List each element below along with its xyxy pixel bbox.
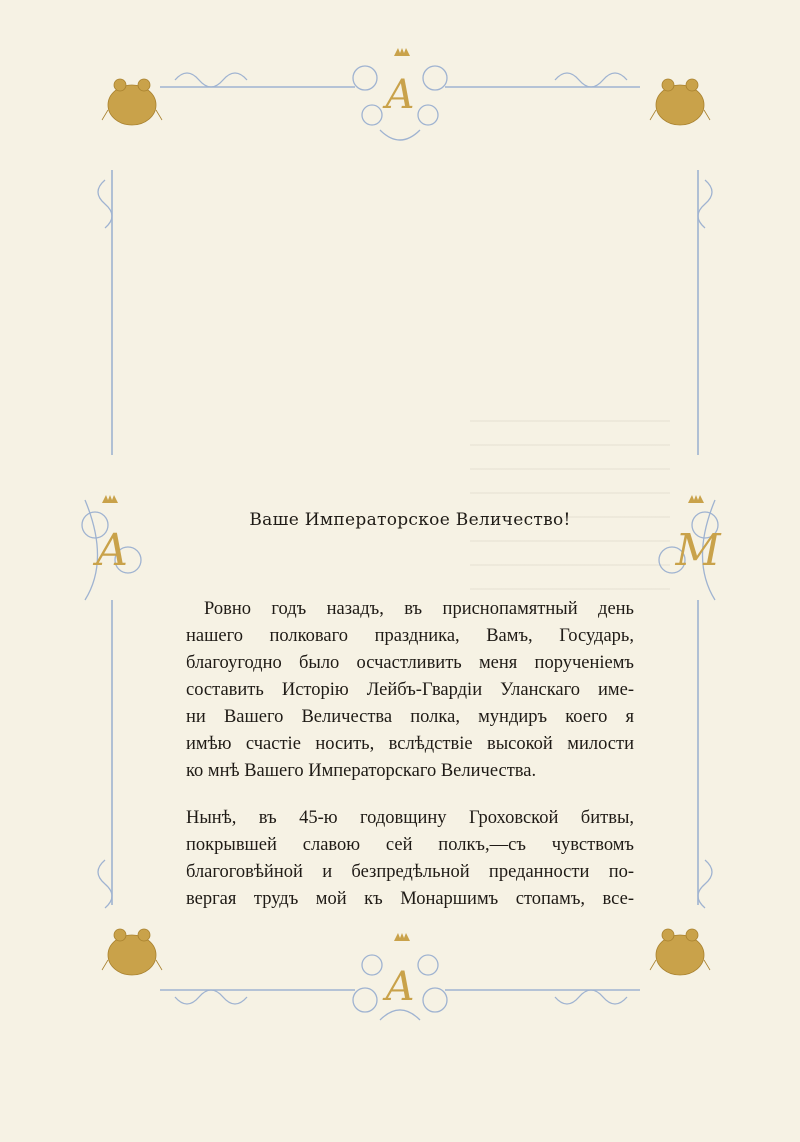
- salutation-heading: Ваше Императорское Величество!: [249, 510, 571, 530]
- text-line: Нынѣ, въ 45-ю годовщину Гроховской битвы,: [186, 808, 634, 828]
- text-line: имѣю счастіе носить, вслѣдствіе высокой милости: [186, 734, 634, 754]
- text-line: благоговѣйной и безпредѣльной преданности по-: [186, 862, 634, 882]
- double-headed-eagle-icon: [650, 929, 710, 975]
- text-line: ни Вашего Величества полка, мундиръ коего я: [186, 707, 634, 727]
- text-line: нашего полковаго праздника, Вамъ, Государь,: [186, 626, 634, 646]
- monogram-right: М: [675, 525, 721, 576]
- monogram-left: А: [95, 525, 129, 576]
- text-line: благоугодно было осчастливить меня порученіемъ: [186, 653, 634, 673]
- text-line: Ровно годъ назадъ, въ приснопамятный день: [204, 599, 634, 619]
- crown-icon: [394, 48, 410, 56]
- crown-icon: [102, 495, 118, 503]
- double-headed-eagle-icon: [102, 929, 162, 975]
- paragraph-1: [186, 596, 634, 785]
- paragraph-2: [186, 805, 634, 913]
- crown-icon: [394, 933, 410, 941]
- monogram-top: А: [384, 72, 416, 118]
- double-headed-eagle-icon: [650, 79, 710, 125]
- dedication-text: [186, 500, 634, 933]
- text-line: вергая трудъ мой къ Монаршимъ стопамъ, все-: [186, 889, 634, 909]
- text-line: ко мнѣ Вашего Императорскаго Величества.: [186, 761, 537, 781]
- monogram-bottom: А: [384, 964, 416, 1010]
- text-line: составить Исторію Лейбъ-Гвардіи Уланскаго име-: [186, 680, 634, 700]
- double-headed-eagle-icon: [102, 79, 162, 125]
- crown-icon: [688, 495, 704, 503]
- text-line: покрывшей славою сей полкъ,—съ чувствомъ: [186, 835, 634, 855]
